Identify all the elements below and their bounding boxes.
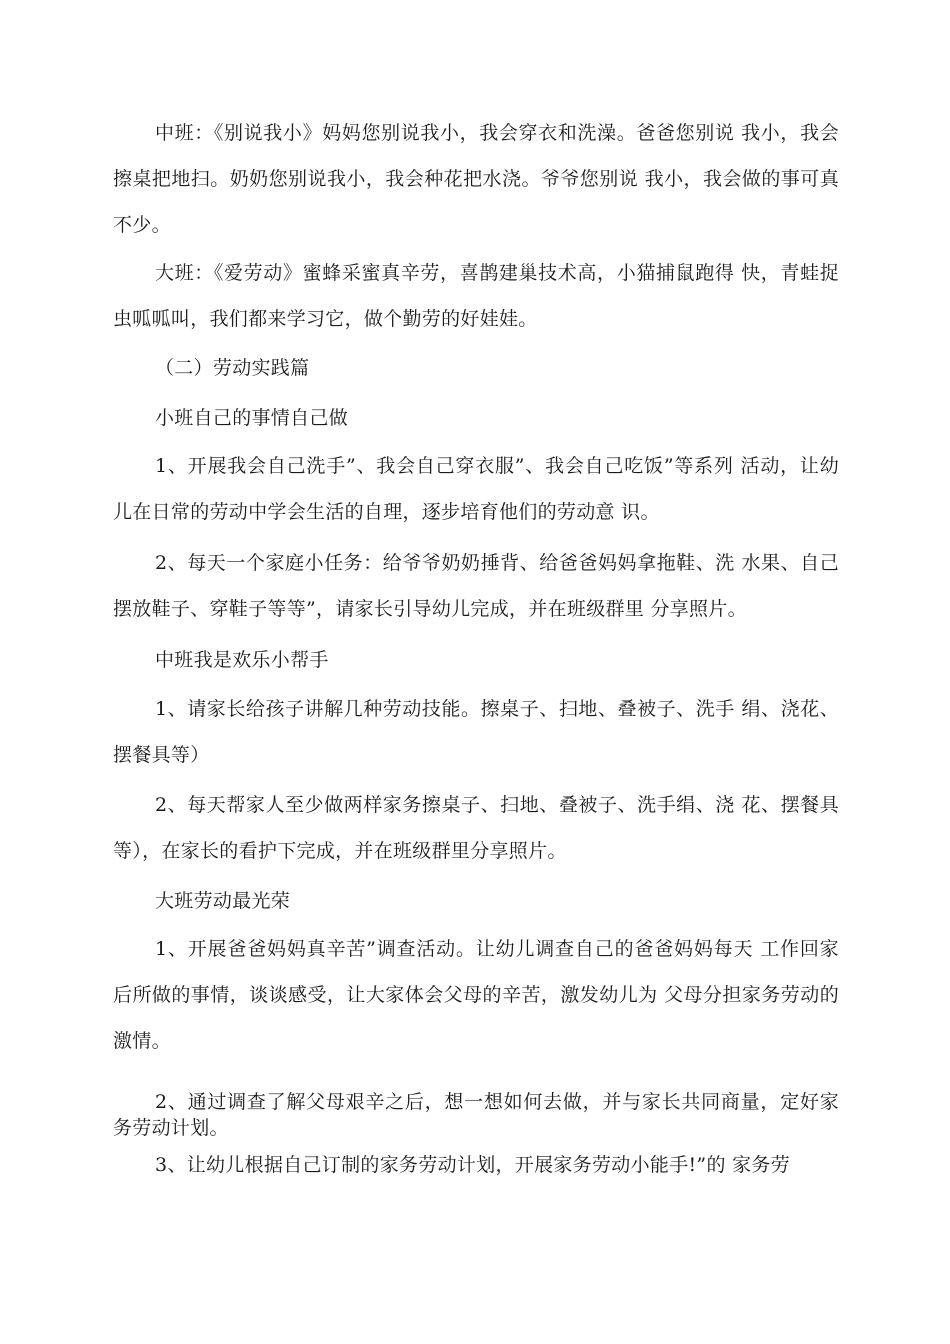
paragraph-senior-class-poem: 大班：《爱劳动》蜜蜂采蜜真辛劳，喜鹊建巢技术高，小猫捕鼠跑得 快，青蛙捉虫呱呱叫，我们都来学习它，做个勤劳的好娃娃。 [113, 262, 839, 330]
subheading-senior-class: 大班劳动最光荣 [155, 890, 291, 912]
paragraph-senior-item-3: 3、让幼儿根据自己订制的家务劳动计划，开展家务劳动小能手!”的 家务劳 [155, 1154, 790, 1176]
subheading-junior-class: 小班自己的事情自己做 [155, 407, 349, 429]
subheading-middle-class: 中班我是欢乐小帮手 [155, 649, 329, 671]
paragraph-junior-item-2: 2、每天一个家庭小任务：给爷爷奶奶捶背、给爸爸妈妈拿拖鞋、洗 水果、自己摆放鞋子、穿鞋子等等”，请家长引导幼儿完成，并在班级群里 分享照片。 [113, 552, 839, 620]
section-heading-labor-practice: （二）劳动实践篇 [155, 357, 310, 379]
paragraph-middle-class-poem: 中班：《别说我小》妈妈您别说我小，我会穿衣和洗澡。爸爸您别说 我小，我会擦桌把地扫。奶奶您别说我小，我会种花把水浇。爷爷您别说 我小，我会做的事可真不少。 [113, 122, 839, 236]
paragraph-middle-item-1: 1、请家长给孩子讲解几种劳动技能。擦桌子、扫地、叠被子、洗手 绢、浇花、摆餐具等） [113, 698, 839, 766]
paragraph-middle-item-2: 2、每天帮家人至少做两样家务擦桌子、扫地、叠被子、洗手绢、浇 花、摆餐具等），在家长的看护下完成，并在班级群里分享照片。 [113, 794, 839, 862]
paragraph-senior-item-1: 1、开展爸爸妈妈真辛苦”调查活动。让幼儿调查自己的爸爸妈妈每天 工作回家后所做的事情，谈谈感受，让大家体会父母的辛苦，激发幼儿为 父母分担家务劳动的激情。 [113, 938, 839, 1052]
paragraph-senior-item-2: 2、通过调查了解父母艰辛之后，想一想如何去做，并与家长共同商量，定好家务劳动计划。 [113, 1091, 839, 1139]
paragraph-junior-item-1: 1、开展我会自己洗手”、我会自己穿衣服”、我会自己吃饭”等系列 活动，让幼儿在日常的劳动中学会生活的自理，逐步培育他们的劳动意 识。 [113, 455, 839, 523]
